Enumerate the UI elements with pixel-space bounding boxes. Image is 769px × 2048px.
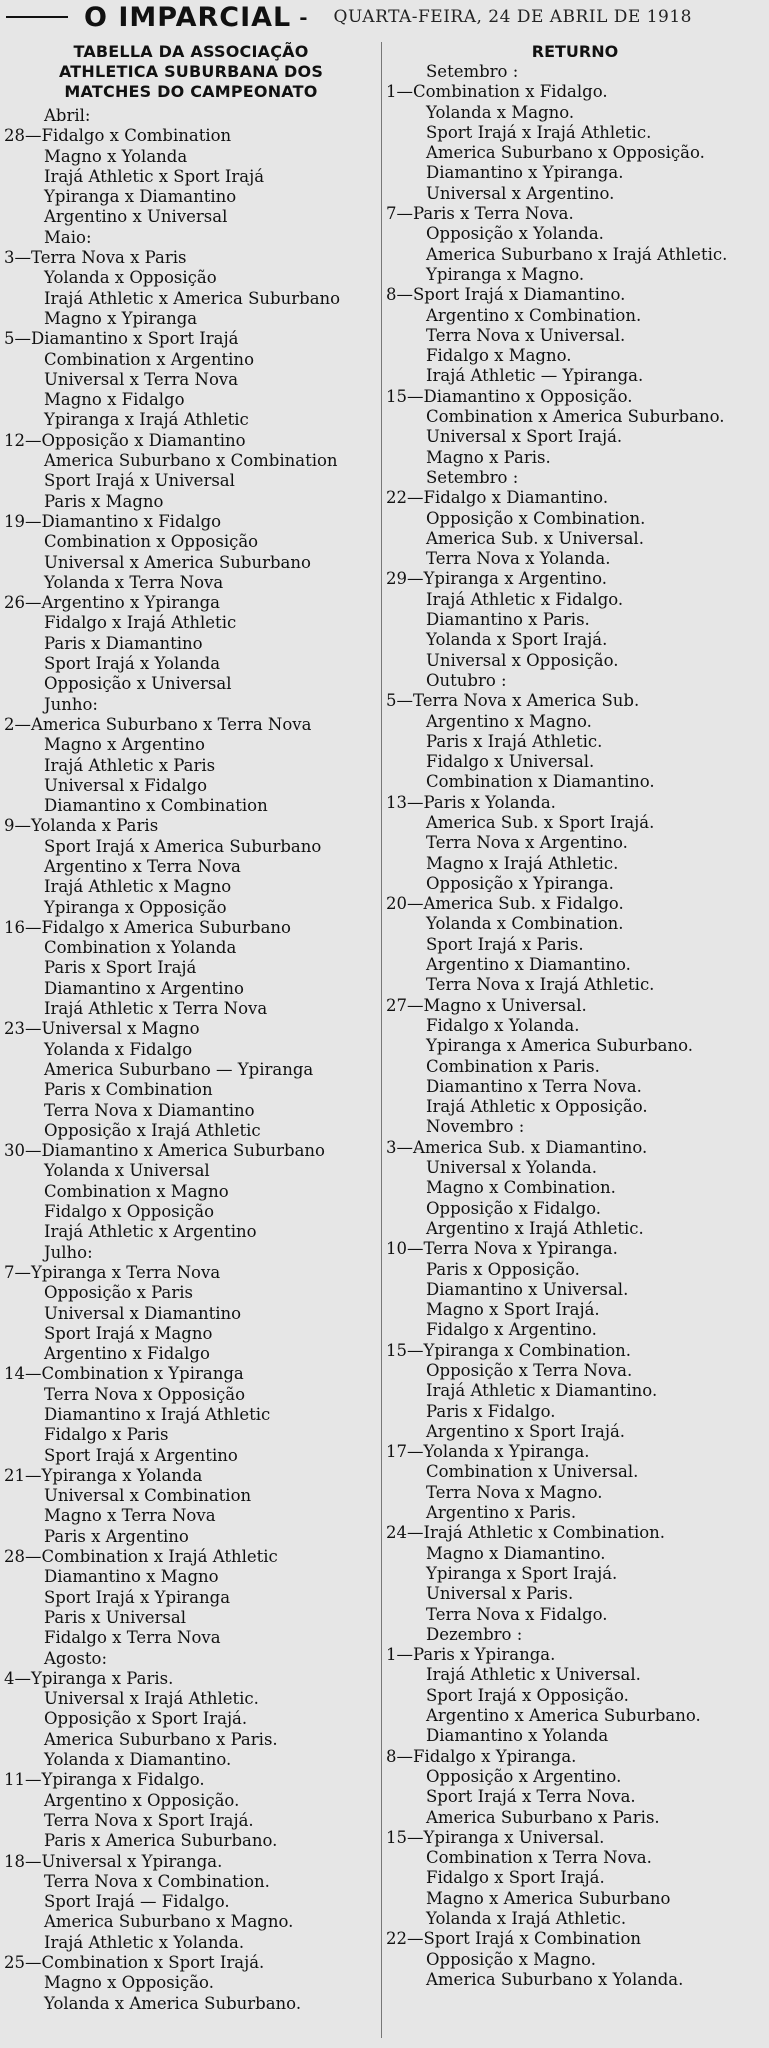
- match-entry: Magno x Terra Nova: [44, 1506, 216, 1526]
- masthead: [0, 0, 769, 34]
- match-entry: Argentino x Terra Nova: [44, 856, 241, 876]
- match-entry: Terra Nova x Opposição: [44, 1384, 246, 1404]
- match-entry: Argentino x Sport Irajá.: [426, 1421, 626, 1441]
- match-entry: Sport Irajá x America Suburbano: [44, 836, 322, 856]
- match-entry: Irajá Athletic x Paris: [44, 755, 216, 775]
- match-entry: Yolanda x Opposição: [44, 268, 217, 288]
- match-entry: America Suburbano x Yolanda.: [426, 1969, 684, 1989]
- match-entry: Sport Irajá x Ypiranga: [44, 1587, 231, 1607]
- match-entry: Terra Nova x Irajá Athletic.: [426, 975, 655, 995]
- match-entry: Combination x Universal.: [426, 1462, 639, 1482]
- match-entry: America Suburbano x Paris.: [426, 1807, 660, 1827]
- match-day-entry: 19—Diamantino x Fidalgo: [4, 511, 222, 531]
- match-entry: Magno x Combination.: [426, 1178, 616, 1198]
- match-day-entry: 12—Opposição x Diamantino: [4, 430, 246, 450]
- match-entry: Sport Irajá x Opposição.: [426, 1685, 629, 1705]
- match-entry: Universal x Terra Nova: [44, 369, 239, 389]
- match-day-entry: 27—Magno x Universal.: [386, 995, 587, 1015]
- match-entry: Paris x Fidalgo.: [426, 1401, 556, 1421]
- match-entry: Fidalgo x Terra Nova: [44, 1628, 221, 1648]
- match-entry: Irajá Athletic x Terra Nova: [44, 999, 268, 1019]
- match-entry: Paris x Combination: [44, 1080, 213, 1100]
- match-day-entry: 3—America Sub. x Diamantino.: [386, 1137, 648, 1157]
- match-entry: Yolanda x Irajá Athletic.: [426, 1909, 627, 1929]
- left-column: [4, 42, 378, 2038]
- match-entry: Irajá Athletic x America Suburbano: [44, 288, 341, 308]
- match-entry: Combination x Yolanda: [44, 938, 237, 958]
- match-entry: Universal x Paris.: [426, 1584, 574, 1604]
- match-entry: Magno x Diamantino.: [426, 1543, 606, 1563]
- match-entry: Universal x Fidalgo: [44, 775, 208, 795]
- right-column: [386, 42, 764, 2038]
- match-entry: Diamantino x Magno: [44, 1567, 219, 1587]
- match-entry: America Suburbano x Magno.: [44, 1912, 294, 1932]
- match-day-entry: 23—Universal x Magno: [4, 1019, 200, 1039]
- match-entry: Magno x Fidalgo: [44, 390, 185, 410]
- match-entry: Irajá Athletic x Diamantino.: [426, 1381, 658, 1401]
- match-entry: Yolanda x Terra Nova: [44, 572, 224, 592]
- match-entry: Combination x Opposição: [44, 532, 259, 552]
- match-day-entry: 18—Universal x Ypiranga.: [4, 1851, 223, 1871]
- match-entry: Fidalgo x Opposição: [44, 1202, 215, 1222]
- match-day-entry: 1—Combination x Fidalgo.: [386, 82, 608, 102]
- match-day-entry: 1—Paris x Ypiranga.: [386, 1645, 556, 1665]
- match-entry: Yolanda x Combination.: [426, 914, 624, 934]
- heading-line: MATCHES DO CAMPEONATO: [64, 82, 318, 101]
- match-day-entry: 9—Yolanda x Paris: [4, 816, 159, 836]
- match-entry: Argentino x Paris.: [426, 1503, 577, 1523]
- match-entry: Diamantino x Paris.: [426, 610, 590, 630]
- match-entry: Sport Irajá x Terra Nova.: [426, 1787, 636, 1807]
- match-entry: Fidalgo x Yolanda.: [426, 1015, 580, 1035]
- month-label: Junho:: [44, 694, 98, 714]
- match-entry: Universal x Combination: [44, 1486, 252, 1506]
- match-day-entry: 5—Diamantino x Sport Irajá: [4, 329, 239, 349]
- match-day-entry: 22—Sport Irajá x Combination: [386, 1929, 642, 1949]
- table-heading: [4, 42, 378, 102]
- match-day-entry: 11—Ypiranga x Fidalgo.: [4, 1770, 205, 1790]
- match-entry: Combination x America Suburbano.: [426, 407, 725, 427]
- match-day-entry: 15—Diamantino x Opposição.: [386, 386, 633, 406]
- match-entry: Yolanda x America Suburbano.: [44, 1993, 302, 2013]
- match-day-entry: 28—Fidalgo x Combination: [4, 126, 232, 146]
- match-entry: Fidalgo x Universal.: [426, 752, 595, 772]
- match-entry: Irajá Athletic — Ypiranga.: [426, 366, 644, 386]
- month-label: Agosto:: [44, 1648, 108, 1668]
- match-entry: America Suburbano x Paris.: [44, 1729, 278, 1749]
- match-entry: Universal x America Suburbano: [44, 552, 311, 572]
- match-entry: Magno x Sport Irajá.: [426, 1300, 600, 1320]
- match-entry: Paris x Argentino: [44, 1526, 189, 1546]
- match-entry: Paris x Irajá Athletic.: [426, 731, 603, 751]
- fixture-list-first-round: [4, 106, 378, 2014]
- match-entry: Magno x Opposição.: [44, 1973, 214, 1993]
- match-entry: Paris x Opposição.: [426, 1259, 580, 1279]
- match-entry: Universal x Diamantino: [44, 1303, 242, 1323]
- match-entry: Yolanda x Fidalgo: [44, 1039, 193, 1059]
- match-entry: Yolanda x Universal: [44, 1161, 210, 1181]
- column-divider: [381, 42, 382, 2038]
- match-day-entry: 22—Fidalgo x Diamantino.: [386, 488, 609, 508]
- match-entry: Universal x Sport Irajá.: [426, 427, 623, 447]
- match-entry: Yolanda x Diamantino.: [44, 1750, 232, 1770]
- match-entry: Fidalgo x Paris: [44, 1425, 169, 1445]
- match-entry: Universal x Irajá Athletic.: [44, 1689, 259, 1709]
- match-entry: Combination x Terra Nova.: [426, 1848, 652, 1868]
- match-entry: Sport Irajá x Paris.: [426, 934, 584, 954]
- match-entry: Opposição x Irajá Athletic: [44, 1120, 261, 1140]
- match-entry: Magno x America Suburbano: [426, 1888, 671, 1908]
- match-entry: Diamantino x Terra Nova.: [426, 1076, 642, 1096]
- match-entry: Argentino x America Suburbano.: [426, 1706, 701, 1726]
- match-entry: Ypiranga x Opposição: [44, 897, 227, 917]
- match-entry: Irajá Athletic x Magno: [44, 877, 232, 897]
- match-entry: Argentino x Fidalgo: [44, 1344, 210, 1364]
- match-entry: Paris x Magno: [44, 491, 164, 511]
- match-entry: Argentino x Magno.: [426, 711, 592, 731]
- match-entry: Terra Nova x Argentino.: [426, 833, 628, 853]
- match-day-entry: 15—Ypiranga x Combination.: [386, 1340, 631, 1360]
- match-day-entry: 2—America Suburbano x Terra Nova: [4, 714, 312, 734]
- match-day-entry: 17—Yolanda x Ypiranga.: [386, 1442, 590, 1462]
- match-entry: Diamantino x Argentino: [44, 978, 244, 998]
- match-entry: Diamantino x Combination: [44, 796, 268, 816]
- match-day-entry: 5—Terra Nova x America Sub.: [386, 691, 640, 711]
- match-entry: Paris x Sport Irajá: [44, 958, 197, 978]
- match-entry: Sport Irajá x Yolanda: [44, 654, 221, 674]
- match-entry: Argentino x Combination.: [426, 305, 642, 325]
- match-entry: Opposição x Fidalgo.: [426, 1198, 601, 1218]
- match-entry: Combination x Paris.: [426, 1056, 600, 1076]
- match-entry: Terra Nova x Yolanda.: [426, 549, 611, 569]
- newspaper-name: O IMPARCIAL: [84, 1, 292, 33]
- fixture-list-second-round: [386, 62, 764, 1990]
- match-day-entry: 30—Diamantino x America Suburbano: [4, 1141, 325, 1161]
- match-entry: Opposição x Ypiranga.: [426, 873, 614, 893]
- match-entry: Terra Nova x Fidalgo.: [426, 1604, 608, 1624]
- match-entry: Ypiranga x Magno.: [426, 264, 585, 284]
- match-entry: Magno x Argentino: [44, 735, 205, 755]
- match-day-entry: 4—Ypiranga x Paris.: [4, 1668, 174, 1688]
- match-entry: Argentino x Diamantino.: [426, 955, 631, 975]
- match-entry: Opposição x Paris: [44, 1283, 193, 1303]
- match-entry: Opposição x Yolanda.: [426, 224, 604, 244]
- match-day-entry: 15—Ypiranga x Universal.: [386, 1827, 605, 1847]
- match-entry: Diamantino x Yolanda: [426, 1726, 609, 1746]
- month-label: Outubro :: [426, 670, 507, 690]
- match-day-entry: 10—Terra Nova x Ypiranga.: [386, 1239, 618, 1259]
- returno-heading: RETURNO: [531, 42, 619, 61]
- match-entry: Ypiranga x Irajá Athletic: [44, 410, 249, 430]
- match-day-entry: 25—Combination x Sport Irajá.: [4, 1953, 265, 1973]
- match-entry: Paris x America Suburbano.: [44, 1831, 278, 1851]
- match-day-entry: 26—Argentino x Ypiranga: [4, 593, 220, 613]
- match-entry: Argentino x Irajá Athletic.: [426, 1218, 644, 1238]
- match-day-entry: 7—Ypiranga x Terra Nova: [4, 1262, 221, 1282]
- match-entry: Argentino x Opposição.: [44, 1790, 240, 1810]
- match-day-entry: 21—Ypiranga x Yolanda: [4, 1465, 203, 1485]
- masthead-separator: -: [299, 5, 308, 29]
- match-day-entry: 8—Sport Irajá x Diamantino.: [386, 285, 626, 305]
- match-entry: Sport Irajá x Magno: [44, 1323, 213, 1343]
- match-entry: Sport Irajá x Irajá Athletic.: [426, 122, 652, 142]
- match-entry: Magno x Irajá Athletic.: [426, 853, 619, 873]
- match-entry: Universal x Yolanda.: [426, 1158, 597, 1178]
- match-entry: Diamantino x Universal.: [426, 1279, 629, 1299]
- month-label: Dezembro :: [426, 1624, 523, 1644]
- match-entry: Magno x Paris.: [426, 447, 551, 467]
- match-day-entry: 13—Paris x Yolanda.: [386, 792, 556, 812]
- match-entry: Opposição x Argentino.: [426, 1766, 622, 1786]
- match-entry: Diamantino x Ypiranga.: [426, 163, 624, 183]
- heading-line: TABELLA DA ASSOCIAÇÃO: [73, 42, 309, 61]
- month-label: Novembro :: [426, 1117, 525, 1137]
- match-entry: Fidalgo x Argentino.: [426, 1320, 597, 1340]
- month-label: Abril:: [44, 106, 91, 125]
- masthead-rule: [6, 16, 68, 18]
- dateline: QUARTA-FEIRA, 24 DE ABRIL DE 1918: [333, 7, 692, 27]
- match-entry: Opposição x Sport Irajá.: [44, 1709, 248, 1729]
- match-entry: Opposição x Terra Nova.: [426, 1361, 633, 1380]
- match-day-entry: 7—Paris x Terra Nova.: [386, 204, 574, 224]
- match-entry: Irajá Athletic x Fidalgo.: [426, 589, 624, 609]
- match-entry: America Sub. x Universal.: [426, 528, 644, 548]
- match-entry: Sport Irajá x Argentino: [44, 1445, 238, 1465]
- match-entry: Ypiranga x America Suburbano.: [426, 1036, 694, 1056]
- match-entry: Irajá Athletic x Universal.: [426, 1665, 641, 1685]
- match-day-entry: 29—Ypiranga x Argentino.: [386, 569, 607, 589]
- match-entry: Yolanda x Sport Irajá.: [426, 630, 608, 650]
- match-entry: Irajá Athletic x Sport Irajá: [44, 166, 265, 186]
- match-entry: Sport Irajá x Universal: [44, 471, 235, 491]
- match-entry: Combination x Argentino: [44, 349, 254, 369]
- month-label: Setembro :: [426, 62, 519, 81]
- match-entry: America Suburbano x Combination: [44, 451, 338, 471]
- match-entry: Terra Nova x Combination.: [44, 1871, 270, 1891]
- match-entry: Magno x Yolanda: [44, 146, 188, 166]
- match-entry: Opposição x Universal: [44, 674, 232, 694]
- match-entry: Irajá Athletic x Argentino: [44, 1222, 257, 1242]
- match-entry: Magno x Ypiranga: [44, 308, 198, 328]
- match-entry: Fidalgo x Sport Irajá.: [426, 1868, 605, 1888]
- match-entry: America Suburbano x Opposição.: [426, 143, 705, 163]
- match-entry: Irajá Athletic x Opposição.: [426, 1097, 648, 1117]
- match-day-entry: 3—Terra Nova x Paris: [4, 248, 187, 268]
- match-day-entry: 20—America Sub. x Fidalgo.: [386, 894, 624, 914]
- match-entry: Terra Nova x Universal.: [426, 325, 626, 345]
- match-entry: Combination x Diamantino.: [426, 772, 655, 792]
- month-label: Maio:: [44, 227, 92, 247]
- match-entry: Combination x Magno: [44, 1181, 229, 1201]
- match-entry: Irajá Athletic x Yolanda.: [44, 1932, 245, 1952]
- match-day-entry: 24—Irajá Athletic x Combination.: [386, 1523, 666, 1543]
- match-entry: Paris x Universal: [44, 1607, 186, 1627]
- match-entry: Yolanda x Magno.: [426, 102, 575, 122]
- match-entry: Universal x Argentino.: [426, 183, 615, 203]
- match-entry: Universal x Opposição.: [426, 650, 619, 670]
- match-entry: America Sub. x Sport Irajá.: [426, 812, 655, 832]
- month-label: Julho:: [44, 1242, 93, 1262]
- match-entry: Terra Nova x Magno.: [426, 1482, 603, 1502]
- match-day-entry: 14—Combination x Ypiranga: [4, 1364, 244, 1384]
- match-entry: Ypiranga x Diamantino: [44, 187, 237, 207]
- match-entry: Terra Nova x Sport Irajá.: [44, 1810, 254, 1830]
- month-label: Setembro :: [426, 467, 519, 487]
- match-day-entry: 8—Fidalgo x Ypiranga.: [386, 1746, 577, 1766]
- match-entry: Opposição x Combination.: [426, 508, 646, 528]
- match-entry: America Suburbano x Irajá Athletic.: [426, 244, 728, 264]
- match-entry: Paris x Diamantino: [44, 633, 203, 653]
- match-entry: Fidalgo x Magno.: [426, 346, 572, 366]
- match-entry: Ypiranga x Sport Irajá.: [426, 1563, 618, 1583]
- match-entry: America Suburbano — Ypiranga: [44, 1059, 314, 1079]
- match-entry: Terra Nova x Diamantino: [44, 1100, 255, 1120]
- match-entry: Diamantino x Irajá Athletic: [44, 1405, 271, 1424]
- match-entry: Argentino x Universal: [44, 207, 228, 227]
- match-entry: Opposição x Magno.: [426, 1949, 596, 1969]
- match-entry: Sport Irajá — Fidalgo.: [44, 1892, 230, 1912]
- match-day-entry: 16—Fidalgo x America Suburbano: [4, 917, 291, 937]
- match-day-entry: 28—Combination x Irajá Athletic: [4, 1547, 278, 1567]
- heading-line: ATHLETICA SUBURBANA DOS: [58, 62, 324, 81]
- match-entry: Fidalgo x Irajá Athletic: [44, 613, 237, 633]
